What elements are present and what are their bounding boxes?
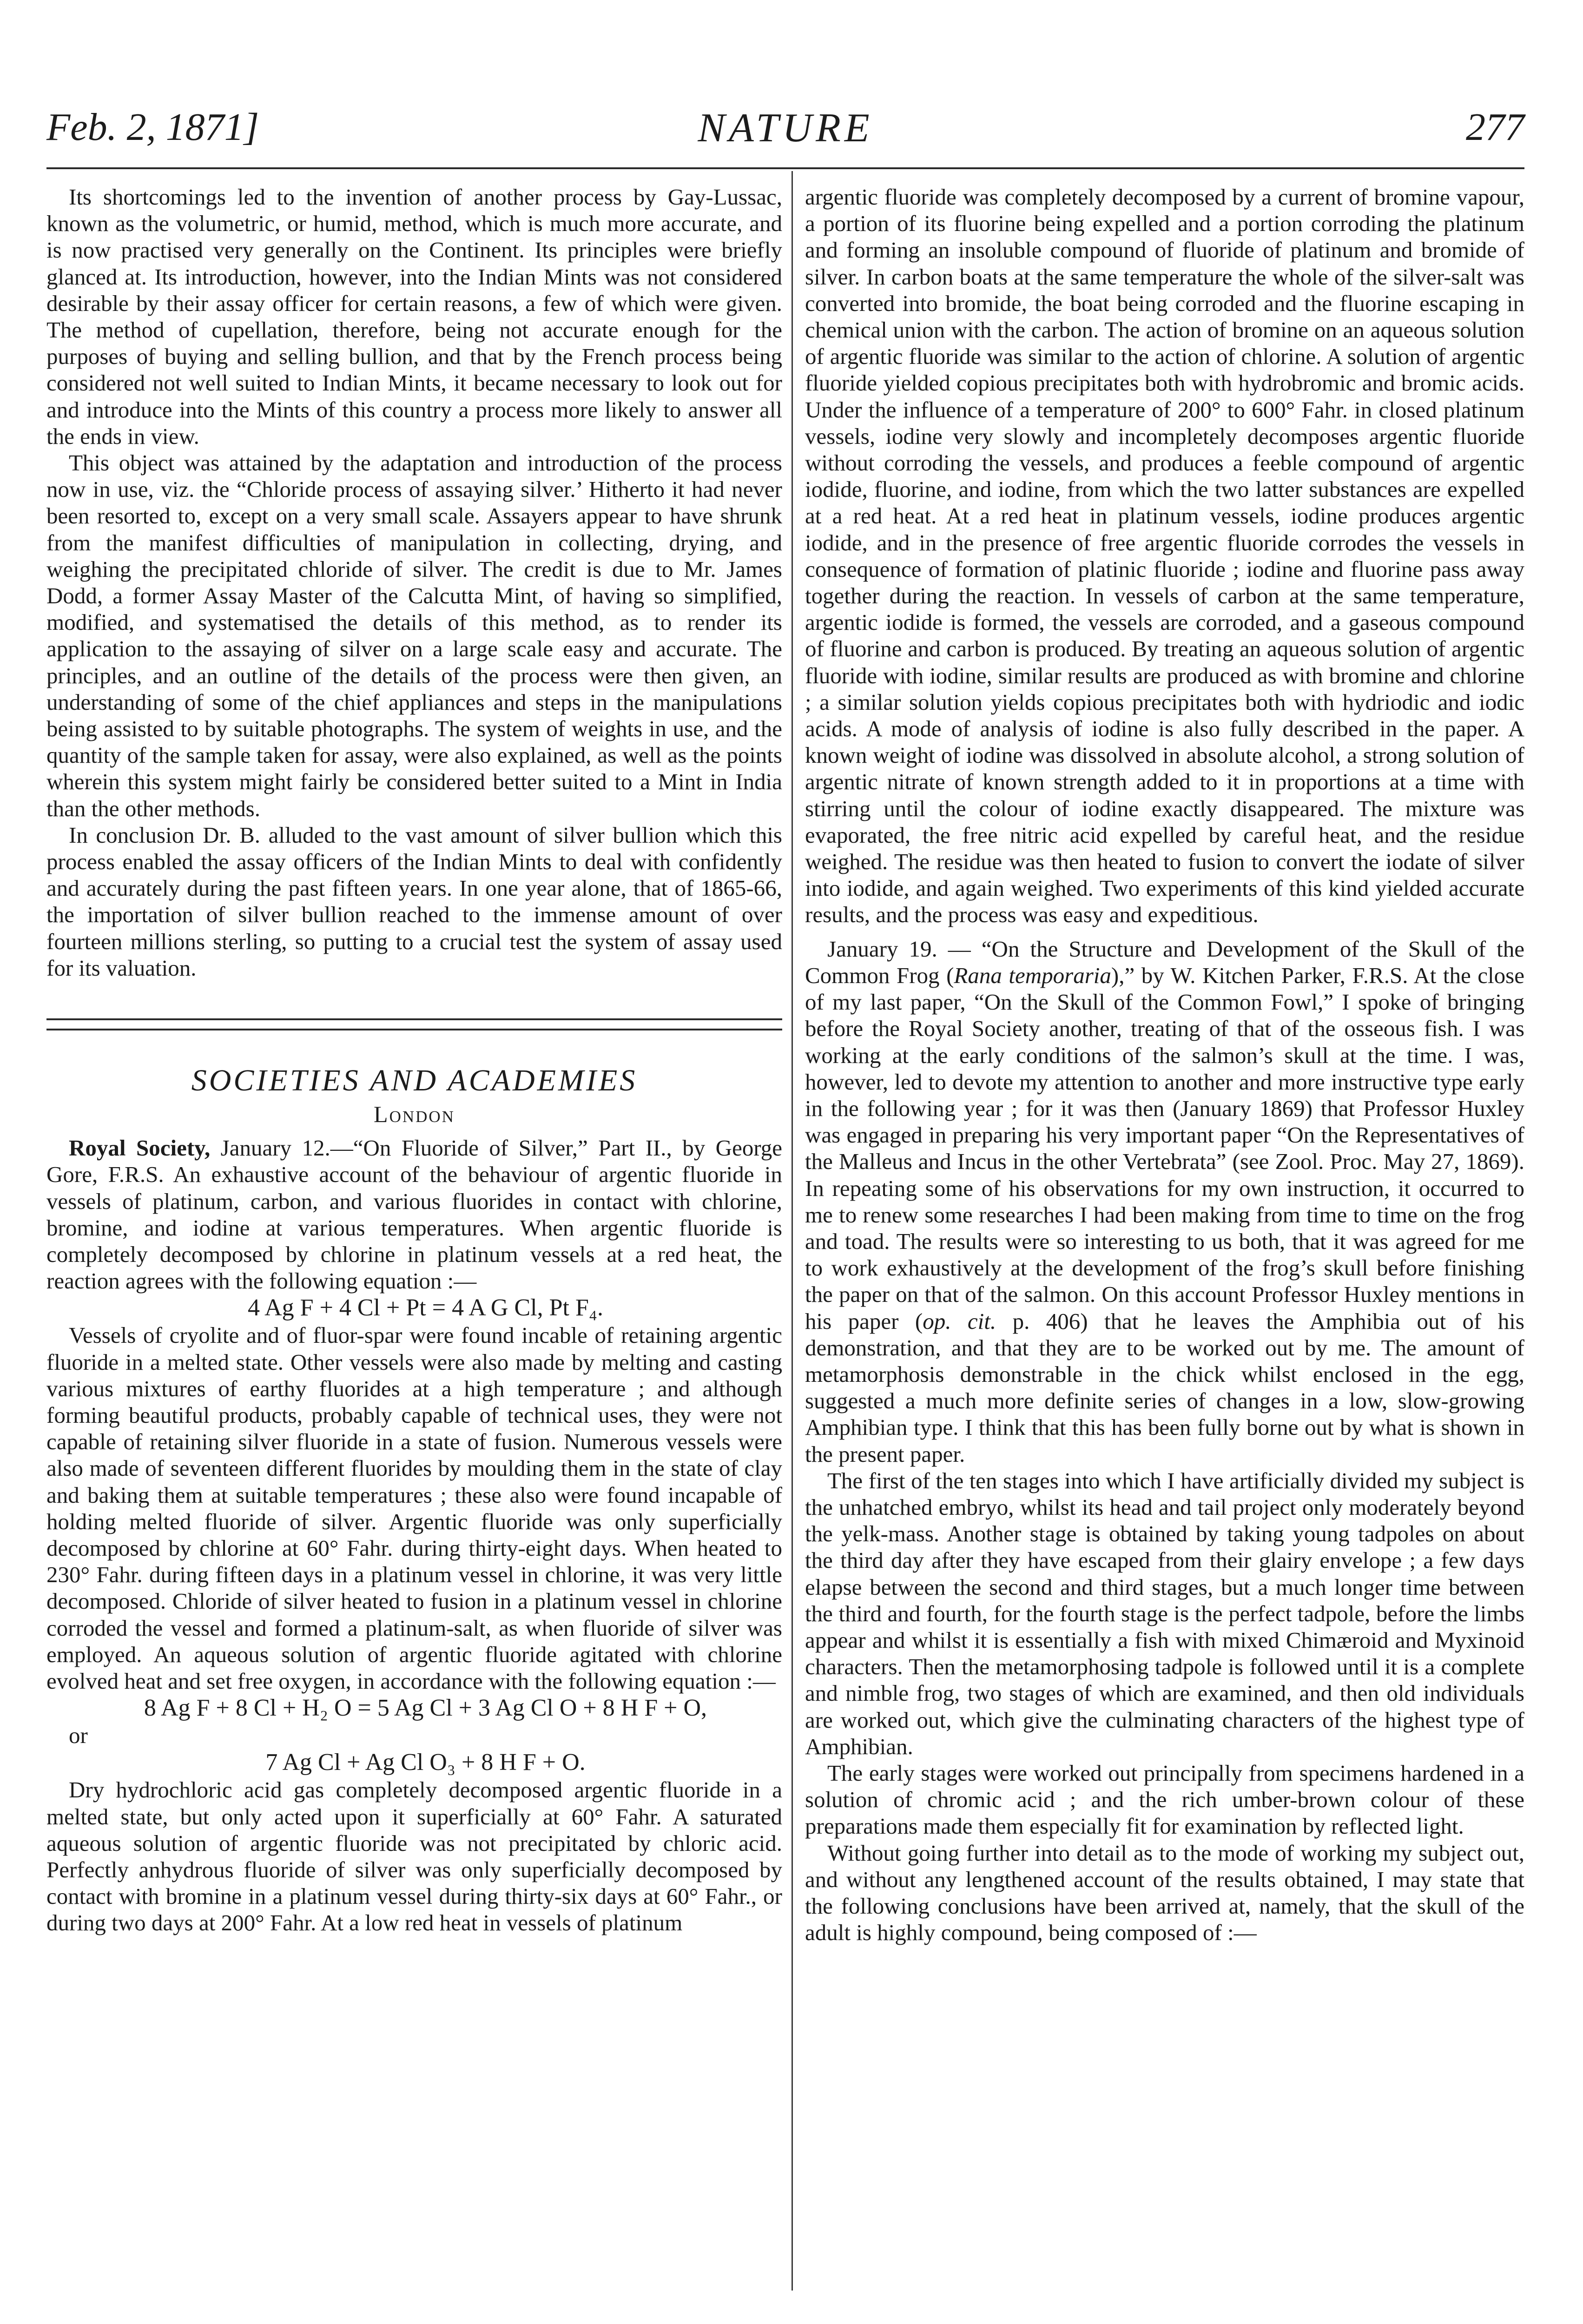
journal-title: NATURE: [698, 106, 873, 151]
running-header: [46, 105, 1524, 165]
paragraph-vessels: Vessels of cryolite and of fluor-spar were found incable of retaining argentic fluoride in a melted state. Other vessels were also made by melting and casting various mixtures of earthy fluorides at a high temperature ; and although forming beautiful products, probably capable of technical uses, they were not capable of retaining silver fluoride in a state of fusion. Numerous vessels were also made of seventeen different fluorides by moulding them in the state of clay and baking them at suitable temperatures ; these also were found incapable of holding melted fluoride of silver. Argentic fluoride was only superficially decomposed by chlorine at 60° Fahr. during thirty-eight days. When heated to 230° Fahr. during fifteen days in a platinum vessel in chlorine, it was very little decomposed. Chloride of silver heated to fusion in a platinum vessel in chlorine corroded the vessel and formed a platinum-salt, as when fluoride of silver was employed. An aqueous solution of argentic fluoride agitated with chlorine evolved heat and set free oxygen, in accordance with the following equation :—: [46, 1322, 782, 1694]
paragraph-conclusion: In conclusion Dr. B. alluded to the vast amount of silver bullion which this process enabled the assay officers of the Indian Mints to deal with confidently and accurately during the past fifteen years. In one year alone, that of 1865-66, the importation of silver bullion reached to the immense amount of over fourteen millions sterling, so putting to a crucial test the system of assay used for its valuation.: [46, 822, 782, 981]
equation-1: 4 Ag F + 4 Cl + Pt = 4 A G Cl, Pt F₄.: [248, 1294, 603, 1321]
paragraph-early-stages: The early stages were worked out principally from specimens hardened in a solution of chromic acid ; and the rich umber-brown colour of these preparations made them especially fit for examination by reflected light.: [805, 1760, 1524, 1839]
equation-2: 8 Ag F + 8 Cl + H₂ O = 5 Ag Cl + 3 Ag Cl O + 8 H F + O,: [144, 1695, 707, 1722]
section-double-rule: [46, 1018, 782, 1030]
paragraph-chloride-process: This object was attained by the adaptation and introduction of the process now in use, viz. the “Chloride process of assaying silver.’ Hitherto it had never been resorted to, except on a very small scale. Assayers appear to have shrunk from the manifest difficulties of manipulation in collecting, drying, and weighing the precipitated chloride of silver. The credit is due to Mr. James Dodd, a former Assay Master of the Calcutta Mint, of having so simplified, modified, and systematised the details of this method, as to render its application to the assaying of silver on a large scale easy and accurate. The principles, and an outline of the details of the process were then given, an understanding of some of the chief appliances and steps in the manipulations being assisted to by suitable photographs. The system of weights in use, and the quantity of the sample taken for assay, were also explained, as well as the points wherein this system might fairly be considered better suited to a Mint in India than the other methods.: [46, 450, 782, 821]
op-cit: op. cit.: [923, 1308, 996, 1334]
left-column: [46, 184, 782, 1936]
page-number: 277: [1466, 106, 1524, 149]
equation-3: 7 Ag Cl + Ag Cl O₃ + 8 H F + O.: [265, 1749, 586, 1776]
frog-skull-text-c: p. 406) that he leaves the Amphibia out of his demonstration, and that they are to be worked out by me. The amount of metamorphosis demonstrable in the chick whilst enclosed in the egg, suggested a much more definite series of changes in a low, slow-growing Amphibian type. I think that this has been fully borne out by what is shown in the present paper.: [805, 1308, 1524, 1467]
right-column: [805, 184, 1524, 1946]
paragraph-shortcomings: Its shortcomings led to the invention of another process by Gay-Lussac, known as the volumetric, or humid, method, which is much more accurate, and is now practised very generally on the Continent. Its principles were briefly glanced at. Its introduction, however, into the Indian Mints was not considered desirable by their assay officer for certain reasons, a few of which were given. The method of cupellation, therefore, being not accurate enough for the purposes of buying and selling bullion, and that by the French process being considered not well suited to Indian Mints, it became necessary to look out for and introduce into the Mints of this country a process more likely to answer all the ends in view.: [46, 184, 782, 449]
frog-skull-text-b: ),” by W. Kitchen Parker, F.R.S. At the close of my last paper, “On the Skull of the Common Fowl,” I spoke of bringing before the Royal Society another, treating of that of the osseous fish. I was working at the early conditions of the salmon’s skull at the time. I was, however, led to devote my attention to another and more instructive type early in the following year ; for it was then (January 1869) that Professor Huxley was engaged in preparing his very important paper “On the Representatives of the Malleus and Incus in the other Vertebrata” (see Zool. Proc. May 27, 1869). In repeating some of his observations for my own instruction, it occurred to me to renew some researches I had been making from time to time on the frog and toad. The results were so interesting to us both, that it was agreed for me to work exhaustively at the development of the frog’s skull before finishing the paper on that of the salmon. On this account Professor Huxley mentions in his paper (: [805, 962, 1524, 1334]
paragraph-dry-hydrochloric: Dry hydrochloric acid gas completely decomposed argentic fluoride in a melted state, but only acted upon it superficially at 60° Fahr. A saturated aqueous solution of argentic fluoride was not precipitated by chloric acid. Perfectly anhydrous fluoride of silver was only superficially decomposed by contact with bromine in a platinum vessel during thirty-six days at 60° Fahr., or during two days at 200° Fahr. At a low red heat in vessels of platinum: [46, 1777, 782, 1936]
section-subtitle: London: [374, 1101, 455, 1128]
section-title: SOCIETIES AND ACADEMIES: [191, 1063, 638, 1098]
paragraph-frog-skull: [805, 936, 1524, 1467]
header-rule: [46, 167, 1524, 169]
column-divider: [792, 171, 793, 2291]
equation-or: or: [69, 1723, 88, 1749]
paragraph-bromine-continued: argentic fluoride was completely decomposed by a current of bromine vapour, a portion of its fluorine being expelled and a portion corroding the platinum and forming an insoluble compound of fluoride of platinum and bromide of silver. In carbon boats at the same temperature the whole of the silver-salt was converted into bromide, the boat being corroded and the fluorine escaping in chemical union with the carbon. The action of bromine on an aqueous solution of argentic fluoride was similar to the action of chlorine. A solution of argentic fluoride yielded copious precipitates both with hydrobromic and bromic acids. Under the influence of a temperature of 200° to 600° Fahr. in closed platinum vessels, iodine very slowly and incompletely decomposes argentic fluoride without corroding the vessels, and produces a feeble compound of argentic iodide, fluorine, and iodine, from which the two latter substances are expelled at a red heat. At a red heat in platinum vessels, iodine produces argentic iodide, and in the presence of free argentic fluoride corrodes the vessels in consequence of formation of platinic fluoride ; iodine and fluorine pass away together during the reaction. In vessels of carbon at the same temperature, argentic iodide is formed, the vessels are corroded, and a gaseous compound of fluorine and carbon is produced. By treating an aqueous solution of argentic fluoride with iodine, similar results are produced as with bromine and chlorine ; a similar solution yields copious precipitates both with hydriodic and iodic acids. A mode of analysis of iodine is also fully described in the paper. A known weight of iodine was dissolved in absolute alcohol, a strong solution of argentic nitrate of known strength added to it in proportions at a time with stirring until the colour of iodine exactly disappeared. The mixture was evaporated, the free nitric acid expelled by careful heat, and the residue weighed. The residue was then heated to fusion to convert the iodate of silver into iodide, and again weighed. Two experiments of this kind yielded accurate results, and the process was easy and expeditious.: [805, 184, 1524, 928]
rana-temporaria: Rana temporaria: [954, 962, 1111, 988]
header-date: Feb. 2, 1871]: [46, 106, 259, 149]
paragraph-ten-stages: The first of the ten stages into which I have artificially divided my subject is the unhatched embryo, whilst its head and tail project only moderately beyond the yelk-mass. Another stage is obtained by taking young tadpoles on about the third day after they have escaped from their glairy envelope ; a few days elapse between the second and third stages, but a much longer time between the third and fourth, for the fourth stage is the perfect tadpole, before the limbs appear and whilst it is essentially a fish with mixed Chimæroid and Myxinoid characters. Then the metamorphosing tadpole is followed until it is a complete and nimble frog, two stages of which are examined, and then old individuals are worked out, which give the culminating characters of the highest type of Amphibian.: [805, 1467, 1524, 1759]
royal-society-text: January 12.—“On Fluoride of Silver,” Part II., by George Gore, F.R.S. An exhaustive account of the behaviour of argentic fluoride in vessels of platinum, carbon, and various fluorides in contact with chlorine, bromine, and iodine at various temperatures. When argentic fluoride is completely decomposed by chlorine in platinum vessels at a red heat, the reaction agrees with the following equation :—: [46, 1135, 783, 1294]
paragraph-conclusions: Without going further into detail as to the mode of working my subject out, and without any lengthened account of the results obtained, I may state that the following conclusions have been arrived at, namely, that the skull of the adult is highly compound, being composed of :—: [805, 1840, 1524, 1946]
frog-skull-text-a: January 19. — “On the Structure and Development of the Skull of the Common Frog (: [805, 936, 1524, 988]
society-name: Royal Society,: [69, 1135, 211, 1161]
paragraph-royal-society: [46, 1135, 782, 1294]
